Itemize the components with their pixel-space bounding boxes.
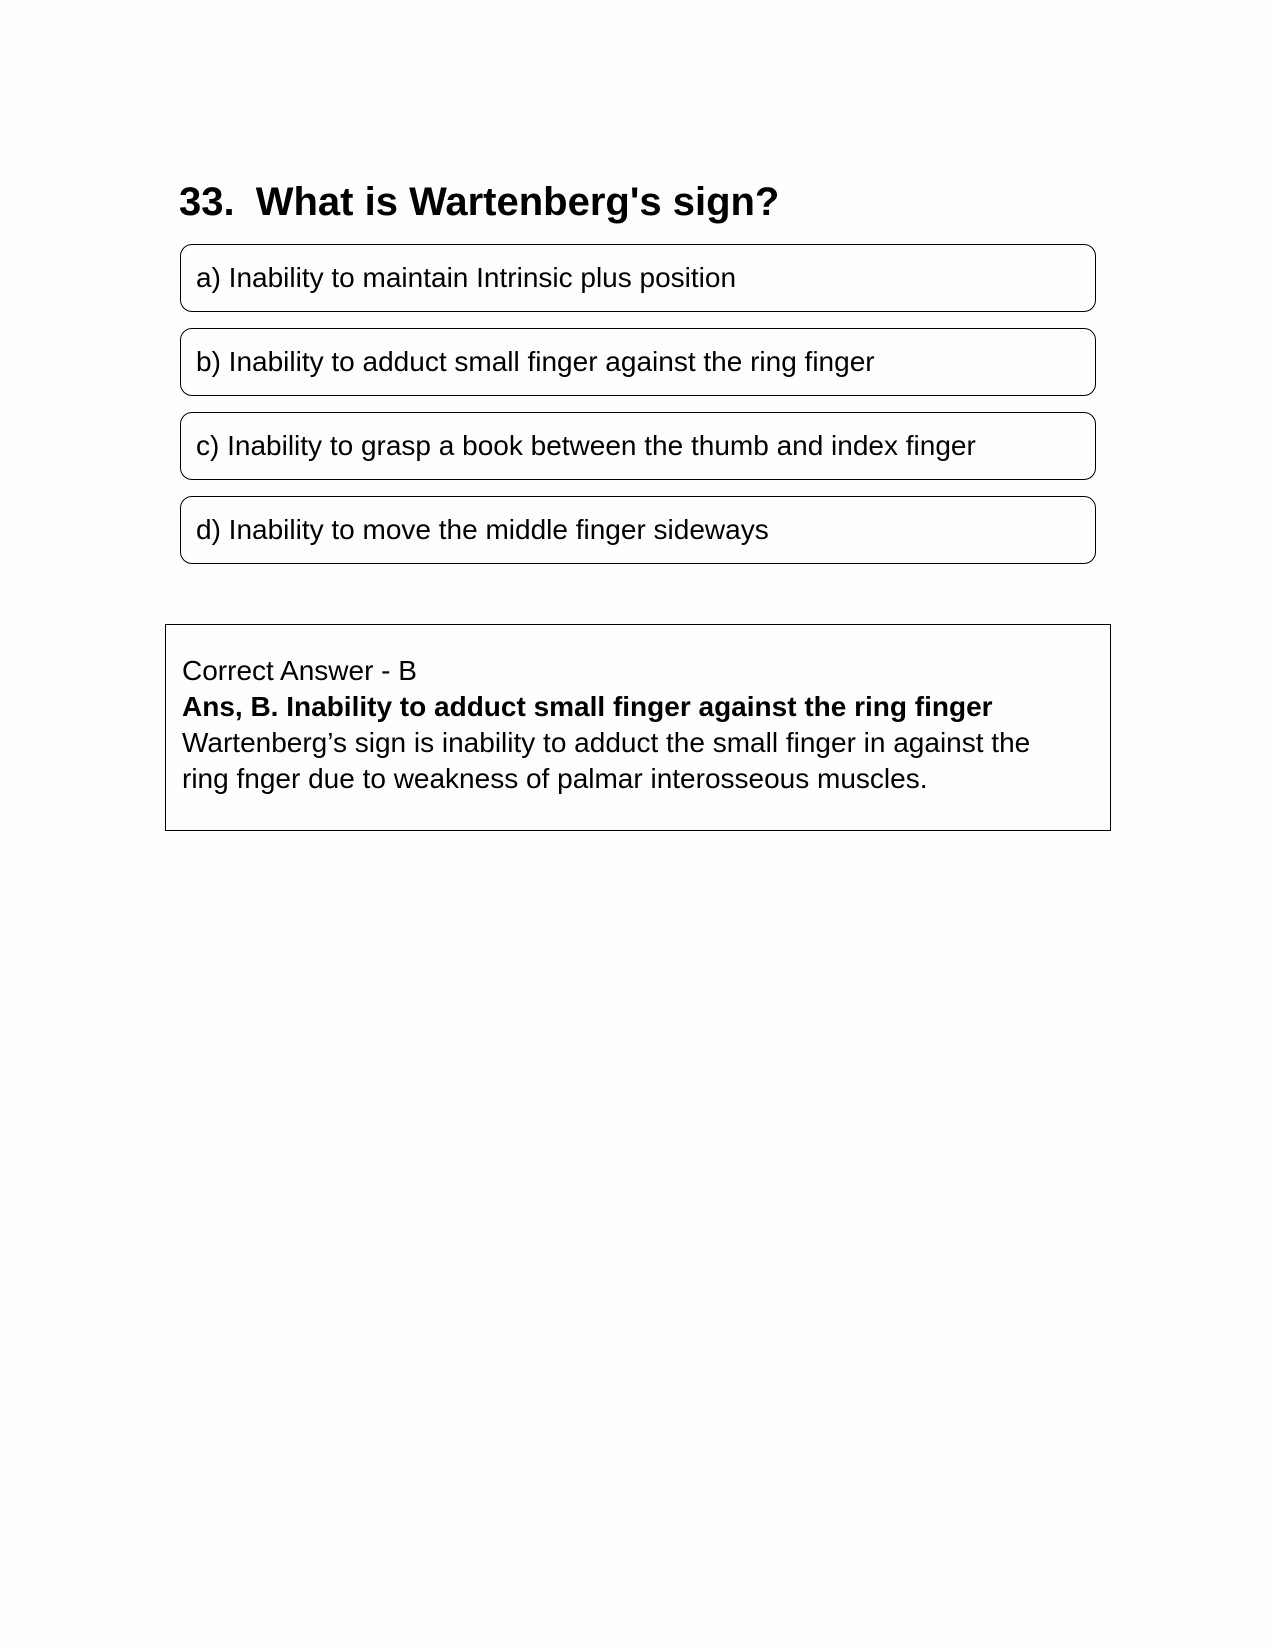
options-list	[180, 244, 1096, 580]
option-b[interactable]: b) Inability to adduct small finger against the ring finger	[180, 328, 1096, 396]
question-heading	[179, 178, 779, 226]
option-c[interactable]: c) Inability to grasp a book between the thumb and index finger	[180, 412, 1096, 480]
correct-answer-label: Correct Answer - B	[182, 655, 417, 686]
option-d[interactable]: d) Inability to move the middle finger sideways	[180, 496, 1096, 564]
answer-explanation-line-1: Wartenberg’s sign is inability to adduct the small finger in against the	[182, 727, 1031, 758]
question-number: 33.	[179, 180, 235, 224]
answer-heading: Ans, B. Inability to adduct small finger against the ring finger	[182, 691, 993, 722]
question-text: What is Wartenberg's sign?	[255, 180, 780, 224]
answer-box	[165, 624, 1111, 831]
answer-explanation-line-2: ring fnger due to weakness of palmar interosseous muscles.	[182, 763, 928, 794]
option-a[interactable]: a) Inability to maintain Intrinsic plus position	[180, 244, 1096, 312]
